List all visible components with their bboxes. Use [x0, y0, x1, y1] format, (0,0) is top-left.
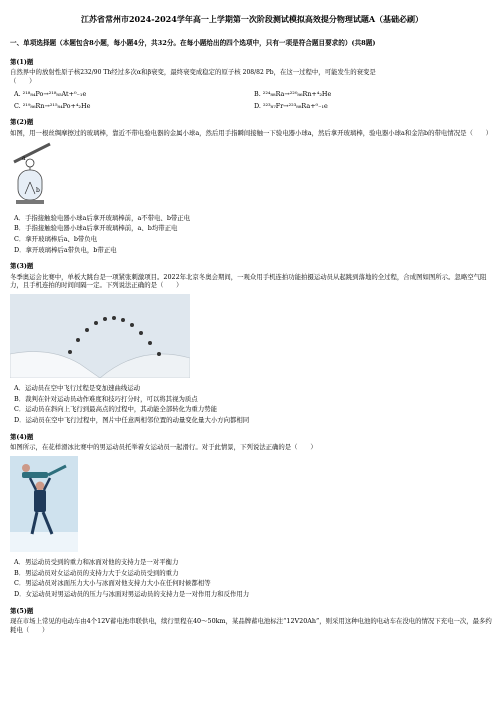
question-4-stem: 如图所示，在花样滑冰比赛中的男运动员托举着女运动员一起滑行。对于此情景，下列说法正确的是（ ） [10, 443, 317, 452]
option-b: B．裁判在针对运动员动作难度和技巧打分时，可以将其视为质点 [14, 394, 198, 403]
option-d: D．拿开玻璃棒后a带负电，b带正电 [14, 245, 117, 254]
voltage-12v: 12V [97, 617, 110, 626]
nuclide-th: 232/90 Th [80, 69, 112, 77]
question-2-number: 第(2)题 [10, 118, 34, 127]
option-a: A. ²¹⁸₈₄Po→²¹⁸₈₅At+⁰₋₁e [14, 90, 87, 99]
option-b: B．男运动员对女运动员的支持力大于女运动员受到的重力 [14, 568, 179, 577]
electroscope-figure [10, 142, 494, 208]
question-3-stem: 冬季奥运会比赛中，单板大跳台是一项紧张刺激项目。2022年北京冬奥会期间，一观众用手机连拍功能拍摄运动员从起跳到落地的全过程，合成图如图所示。忽略空气阻力，且手机连拍的时间间隔一定。下列说法正确的是（ ） [10, 272, 487, 290]
nuclide-pb: 208/82 Pb [242, 69, 274, 77]
question-5-number: 第(5)题 [10, 606, 34, 615]
option-d: D．女运动员对男运动员的压力与冰面对男运动员的支持力是一对作用力和反作用力 [14, 589, 250, 598]
section-heading: 一、单项选择题（本题包含8小题，每小题4分，共32分。在每小题给出的四个选项中，只有一项是符合题目要求的）(共8题) [10, 38, 376, 47]
option-c: C．拿开玻璃棒后a、b带负电 [14, 234, 98, 243]
electroscope-jar [18, 170, 42, 200]
metal-ball-a [26, 159, 34, 167]
option-d: D．运动员在空中飞行过程中，图片中任意两相邻位置的动量变化量大小方向都相同 [14, 416, 250, 425]
option-a: A．运动员在空中飞行过程是变加速曲线运动 [14, 384, 141, 393]
range-value: 40～50km [192, 617, 226, 626]
question-1-number: 第(1)题 [10, 57, 34, 66]
figure-skating-photo [10, 456, 494, 552]
label-a: a [22, 154, 26, 162]
ice [10, 532, 78, 552]
question-2-stem: 如图，用一根丝绸摩擦过的玻璃棒，靠近不带电验电器的金属小球a，然后用手指瞬间接触一下验电器小球a，然后拿开玻璃棒，验电器小球a和金箔b的带电情况是（ ） [10, 128, 493, 137]
label-b: b [36, 186, 40, 194]
option-c: C．男运动员对冰面压力大小与冰面对他支持力大小在任何时候都相等 [14, 579, 211, 588]
option-b: B．手指接触验电器小球a后拿开玻璃棒前，a、b均带正电 [14, 224, 178, 233]
electroscope-base [16, 200, 44, 204]
option-b: B. ²²⁴₈₈Ra→²²⁰₈₆Rn+⁴₂He [254, 90, 332, 99]
snowboard-photo [10, 294, 494, 378]
question-1-options [14, 90, 494, 110]
page-title: 江苏省常州市2024-2024学年高一上学期第一次阶段测试模拟高效提分物理试题A（基础必刷） [80, 14, 424, 24]
option-a: A．手指接触验电器小球a后拿开玻璃棒前，a不带电、b带正电 [14, 213, 191, 222]
question-1-stem: 自然界中的放射性原子核232/90 Th经过多次α和β衰变，最终衰变成稳定的原子核 208/82 Pb，在这一过程中，可能发生的衰变是 （ ） [10, 68, 376, 86]
option-a: A．男运动员受到的重力和冰面对他的支持力是一对平衡力 [14, 557, 179, 566]
option-c: C．运动员在斜向上飞行到最高点的过程中，其动能全部转化为重力势能 [14, 405, 217, 414]
option-c: C. ²¹⁹₈₆Rn→²¹⁵₈₄Po+⁴₂He [14, 101, 91, 110]
option-d: D. ²²³₈₇Fr→²²³₈₈Ra+⁰₋₁e [254, 101, 328, 110]
question-3-number: 第(3)题 [10, 262, 34, 271]
question-4-number: 第(4)题 [10, 432, 34, 441]
battery-rating: 12V20Ah [286, 617, 316, 626]
question-5-stem: 现在市场上常见的电动车由4个12V蓄电池串联供电，续行里程在40～50km，某品牌蓄电池标注“12V20Ah”，则采用这种电池的电动车在没电的情况下充电一次，最多约耗电（ ） [10, 617, 492, 634]
